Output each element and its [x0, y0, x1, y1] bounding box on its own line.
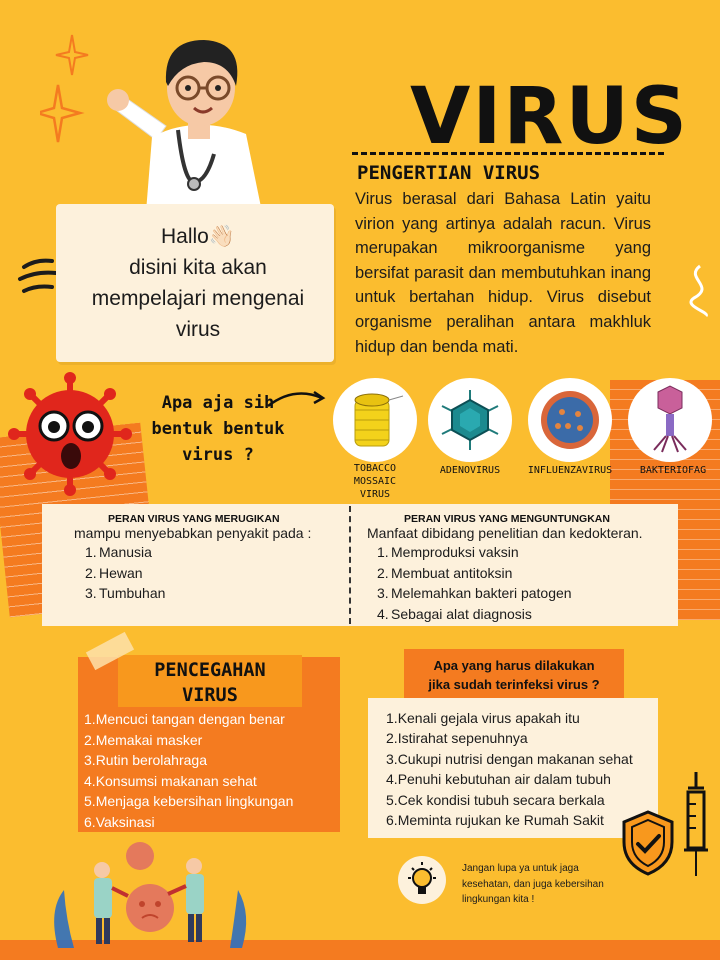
list-item: [85, 583, 165, 604]
item-text: Memproduksi vaksin: [391, 544, 519, 560]
item-text: Meminta rujukan ke Rumah Sakit: [397, 812, 604, 829]
list-item: [84, 791, 293, 812]
definition-text: Virus berasal dari Bahasa Latin yaitu virion yang artinya adalah racun. Virus merupakan mikroorganisme yang bersifat parasit dan membutuhkan inang untuk bertahan hidup. Virus disebut organisme peralihan antara makhluk hidup dan benda mati.: [355, 190, 651, 356]
arrow-right-icon: [266, 388, 328, 412]
item-number: 2.: [386, 730, 398, 747]
harmful-roles-heading: PERAN VIRUS YANG MERUGIKAN: [108, 513, 280, 525]
virus-type-influenzavirus: [528, 378, 612, 462]
lightbulb-icon: [398, 856, 446, 904]
item-text: Cek kondisi tubuh secara berkala: [397, 791, 605, 808]
doctor-illustration: [96, 22, 286, 212]
beneficial-roles-heading: PERAN VIRUS YANG MENGUNTUNGKAN: [404, 513, 610, 525]
item-text: Cukupi nutrisi dengan makanan sehat: [397, 750, 633, 767]
list-item: [84, 730, 293, 751]
list-item: [377, 583, 572, 604]
item-number: 1.: [377, 544, 389, 560]
title-divider: [352, 152, 664, 155]
item-text: Tumbuhan: [99, 585, 166, 601]
page-title: VIRUS: [410, 72, 689, 162]
reminder-line-1: Jangan lupa ya untuk jaga: [462, 863, 579, 874]
bacteriophage-icon: [628, 378, 712, 462]
list-item: [377, 604, 572, 625]
squiggle-icon: [680, 262, 720, 318]
item-text: Mencuci tangan dengan benar: [95, 711, 285, 727]
item-number: 5.: [84, 793, 96, 810]
item-number: 2.: [85, 564, 97, 581]
list-item: [85, 563, 165, 584]
list-item: [386, 708, 633, 728]
reminder-line-3: lingkungan kita !: [462, 894, 535, 905]
virus-type-label-line-1: TOBACCO: [353, 463, 397, 474]
tobacco-mosaic-virus-icon: [333, 378, 417, 462]
item-text: Vaksinasi: [95, 813, 155, 830]
prevention-list: [84, 709, 293, 833]
definition-heading: PENGERTIAN VIRUS: [357, 162, 541, 184]
item-text: Penuhi kebutuhan air dalam tubuh: [397, 771, 611, 788]
item-text: Manusia: [99, 544, 152, 560]
greeting-line-3: mempelajari mengenai: [91, 287, 305, 310]
item-number: 2.: [84, 731, 96, 748]
item-text: Sebagai alat diagnosis: [391, 605, 532, 622]
item-number: 3.: [85, 585, 97, 601]
virus-type-label-line-3: VIRUS: [359, 489, 391, 500]
virus-type-label-influenzavirus: INFLUENZAVIRUS: [527, 465, 613, 476]
item-text: Menjaga kebersihan lingkungan: [95, 793, 294, 810]
virus-type-label-adenovirus: ADENOVIRUS: [439, 465, 501, 476]
infected-list: [386, 708, 633, 830]
question-line-1: Apa aja sih: [161, 393, 275, 413]
virus-mascot-icon: [8, 372, 132, 496]
roles-divider: [349, 506, 351, 624]
item-number: 3.: [377, 585, 389, 601]
item-number: 1.: [85, 544, 97, 560]
list-item: [84, 771, 293, 792]
prevention-title-line-2: VIRUS: [182, 685, 238, 706]
item-number: 3.: [84, 752, 96, 769]
beneficial-roles-intro: Manfaat dibidang penelitian dan kedokteran.: [367, 525, 643, 541]
infected-heading-line-1: Apa yang harus dilakukan: [433, 658, 595, 673]
virus-type-adenovirus: [428, 378, 512, 462]
virus-type-label-tobacco: [330, 462, 420, 501]
item-number: 2.: [377, 564, 389, 581]
adenovirus-icon: [428, 378, 512, 462]
item-text: Konsumsi makanan sehat: [95, 772, 257, 789]
list-item: [377, 563, 572, 584]
infected-heading: [404, 656, 624, 694]
virus-type-label-line-2: MOSSAIC: [353, 476, 397, 487]
item-text: Melemahkan bakteri patogen: [391, 585, 572, 601]
virus-type-label-bacteriophage: BAKTERIOFAG: [639, 465, 707, 476]
item-number: 3.: [386, 750, 398, 767]
reminder-line-2: kesehatan, dan juga kebersihan: [462, 878, 604, 890]
syringe-icon: [678, 770, 714, 880]
greeting-line-1: Hallo👋🏻: [160, 225, 235, 248]
list-item: [377, 542, 572, 563]
greeting-line-4: virus: [175, 318, 221, 341]
item-number: 6.: [386, 812, 398, 829]
influenzavirus-icon: [528, 378, 612, 462]
item-number: 1.: [84, 711, 96, 727]
reminder-text: [462, 861, 632, 908]
question-line-3: virus ?: [182, 445, 254, 465]
list-item: [386, 769, 633, 789]
item-text: Memakai masker: [95, 731, 203, 748]
list-item: [386, 749, 633, 769]
harmful-roles-list: [85, 542, 165, 604]
prevention-title: [110, 658, 310, 708]
item-text: Rutin berolahraga: [95, 752, 207, 769]
item-text: Istirahat sepenuhnya: [397, 730, 528, 747]
virus-type-tobacco-mosaic: [333, 378, 417, 462]
list-item: [85, 542, 165, 563]
sparkle-icon: [40, 30, 100, 150]
item-number: 1.: [386, 710, 398, 726]
item-number: 5.: [386, 791, 398, 808]
doctors-fighting-virus-illustration: [44, 830, 274, 948]
list-item: [386, 810, 633, 830]
prevention-title-line-1: PENCEGAHAN: [154, 660, 266, 681]
greeting-line-2: disini kita akan: [129, 256, 267, 279]
item-number: 4.: [377, 605, 389, 622]
beneficial-roles-list: [377, 542, 572, 624]
list-item: [84, 709, 293, 730]
item-number: 4.: [84, 772, 96, 789]
item-number: 6.: [84, 813, 96, 830]
harmful-roles-intro: mampu menyebabkan penyakit pada :: [74, 525, 312, 541]
list-item: [84, 750, 293, 771]
item-text: Hewan: [99, 564, 143, 581]
list-item: [386, 728, 633, 748]
greeting-text: [70, 221, 326, 345]
infected-heading-line-2: jika sudah terinfeksi virus ?: [428, 677, 600, 692]
list-item: [386, 790, 633, 810]
question-line-2: bentuk bentuk: [151, 419, 285, 439]
item-number: 4.: [386, 771, 398, 788]
item-text: Membuat antitoksin: [391, 564, 513, 581]
item-text: Kenali gejala virus apakah itu: [397, 710, 580, 726]
virus-type-bacteriophage: [628, 378, 712, 462]
